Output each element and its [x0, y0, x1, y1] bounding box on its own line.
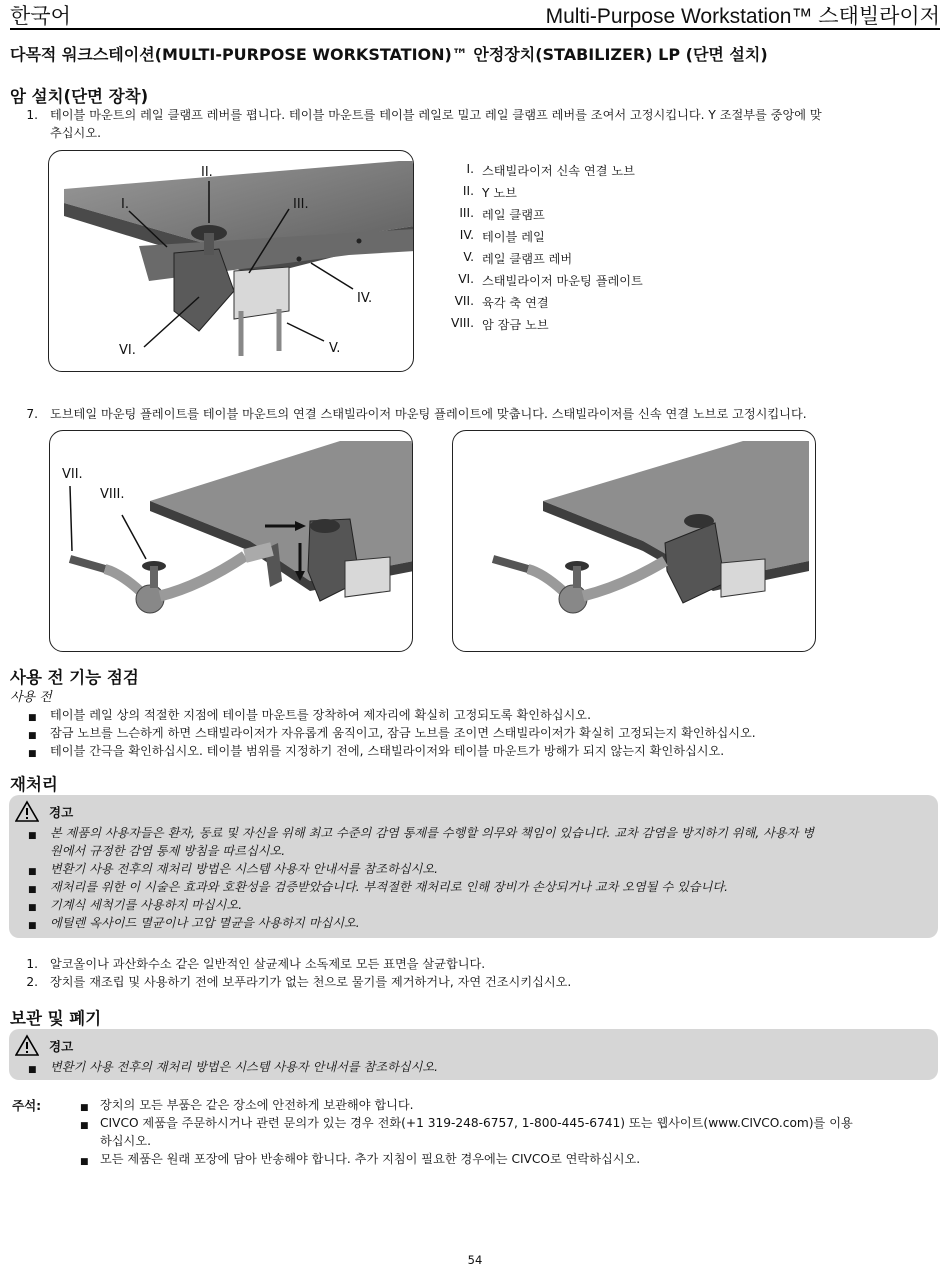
legend-item: II. Y 노브 — [462, 184, 517, 200]
callout-vi: VI. — [119, 343, 136, 358]
list-item: ■ 장치의 모든 부품은 같은 장소에 안전하게 보관해야 합니다. — [80, 1098, 414, 1113]
page-header — [10, 0, 940, 30]
storage-warning-box — [9, 1029, 938, 1080]
list-item: ■ 에틸렌 옥사이드 멸균이나 고압 멸균을 사용하지 마십시오. — [28, 916, 360, 931]
header-language: 한국어 — [10, 4, 71, 28]
warning-label: 경고 — [49, 1039, 74, 1054]
precheck-list — [28, 706, 938, 760]
legend-item: III. 레일 클램프 — [459, 206, 545, 222]
arm-install-heading: 암 설치(단면 장착) — [10, 87, 149, 106]
figure-table-mount — [48, 150, 414, 372]
warning-icon — [15, 800, 39, 822]
legend-item: I. 스태빌라이저 신속 연결 노브 — [466, 162, 635, 178]
list-item: ■ CIVCO 제품을 주문하시거나 관련 문의가 있는 경우 전화(+1 319-248-6757, 1-800-445-6741) 또는 웹사이트(www.CIVCO.com)를 이용 — [80, 1116, 853, 1131]
callout-iii: III. — [293, 197, 309, 212]
figure-stabilizer-align — [49, 430, 413, 652]
warning-icon — [15, 1034, 39, 1056]
warning-label: 경고 — [49, 805, 74, 820]
list-item: ■ 기계식 세척기를 사용하지 마십시오. — [28, 898, 243, 913]
step-7-text: 도브테일 마운팅 플레이트를 테이블 마운트의 연결 스태빌라이저 마운팅 플레이트에 맞춥니다. 스태빌라이저를 신속 연결 노브로 고정시킵니다. — [50, 407, 807, 421]
step-7-number: 7. — [26, 407, 38, 421]
list-item: ■ 본 제품의 사용자들은 환자, 동료 및 자신을 위해 최고 수준의 감염 통제를 수행할 의무와 책임이 있습니다. 교차 감염을 방지하기 위해, 사용자 병 — [28, 826, 815, 841]
callout-v: V. — [329, 341, 341, 356]
reprocess-heading: 재처리 — [10, 775, 58, 794]
page-title: 다목적 워크스테이션(MULTI-PURPOSE WORKSTATION)™ 안정장치(STABILIZER) LP (단면 설치) — [10, 45, 768, 64]
legend-item: VI. 스태빌라이저 마운팅 플레이트 — [458, 272, 643, 288]
warning-list — [28, 824, 938, 932]
precheck-heading: 사용 전 기능 점검 — [10, 668, 139, 687]
legend-item: V. 레일 클램프 레버 — [463, 250, 573, 266]
legend-item: VII. 육각 축 연결 — [454, 294, 549, 310]
callout-ii: II. — [201, 165, 213, 180]
list-item: ■ 변환기 사용 전후의 재처리 방법은 시스템 사용자 안내서를 참조하십시오. — [28, 1060, 439, 1075]
list-item: 2. 장치를 재조립 및 사용하기 전에 보푸라기가 없는 천으로 물기를 제거하거나, 자연 건조시키십시오. — [26, 975, 572, 989]
header-product: Multi-Purpose Workstation™ 스태빌라이저 — [545, 5, 940, 28]
reprocess-warning-box — [9, 795, 938, 938]
precheck-subheading: 사용 전 — [10, 690, 52, 705]
figure-stabilizer-attached-drawing — [453, 431, 816, 652]
notes-label: 주석: — [12, 1098, 42, 1113]
step-1-number: 1. — [26, 108, 38, 122]
list-item: 1. 알코올이나 과산화수소 같은 일반적인 살균제나 소독제로 모든 표면을 살균합니다. — [26, 957, 486, 971]
list-item: ■ 재처리를 위한 이 시술은 효과와 호환성을 검증받았습니다. 부적절한 재처리로 인해 장비가 손상되거나 교차 오염될 수 있습니다. — [28, 880, 729, 895]
list-item-continuation: 원에서 규정한 감염 통제 방침을 따르십시오. — [50, 844, 286, 858]
warning-list — [28, 1058, 938, 1076]
list-item: ■ 모든 제품은 원래 포장에 담아 반송해야 합니다. 추가 지침이 필요한 경우에는 CIVCO로 연락하십시오. — [80, 1152, 641, 1167]
step-1-line-1: 테이블 마운트의 레일 클램프 레버를 폅니다. 테이블 마운트를 테이블 레일로 밀고 레일 클램프 레버를 조여서 고정시킵니다. Y 조절부를 중앙에 맞 — [50, 108, 822, 122]
notes-list — [80, 1096, 940, 1168]
figure-table-mount-drawing — [49, 151, 414, 372]
callout-i: I. — [121, 197, 129, 212]
list-item-continuation: 하십시오. — [100, 1134, 151, 1148]
reprocess-steps — [10, 955, 940, 991]
legend-item: VIII. 암 잠금 노브 — [451, 316, 549, 332]
list-item: ■ 변환기 사용 전후의 재처리 방법은 시스템 사용자 안내서를 참조하십시오. — [28, 862, 439, 877]
callout-vii: VII. — [62, 467, 83, 482]
figure-stabilizer-attached — [452, 430, 816, 652]
list-item: ■ 테이블 레일 상의 적절한 지점에 테이블 마운트를 장착하여 제자리에 확실히 고정되도록 확인하십시오. — [28, 708, 591, 723]
legend-item: IV. 테이블 레일 — [459, 228, 545, 244]
figure-legend — [440, 162, 643, 338]
callout-viii: VIII. — [100, 487, 125, 502]
storage-heading: 보관 및 폐기 — [10, 1009, 102, 1028]
figure-stabilizer-align-drawing — [50, 431, 413, 652]
list-item: ■ 테이블 간극을 확인하십시오. 테이블 범위를 지정하기 전에, 스태빌라이저와 테이블 마운트가 방해가 되지 않는지 확인하십시오. — [28, 744, 725, 759]
step-1-line-2: 추십시오. — [50, 126, 101, 140]
callout-iv: IV. — [357, 291, 373, 306]
list-item: ■ 잠금 노브를 느슨하게 하면 스태빌라이저가 자유롭게 움직이고, 잠금 노브를 조이면 스태빌라이저가 확실히 고정되는지 확인하십시오. — [28, 726, 756, 741]
page-number: 54 — [467, 1253, 483, 1266]
